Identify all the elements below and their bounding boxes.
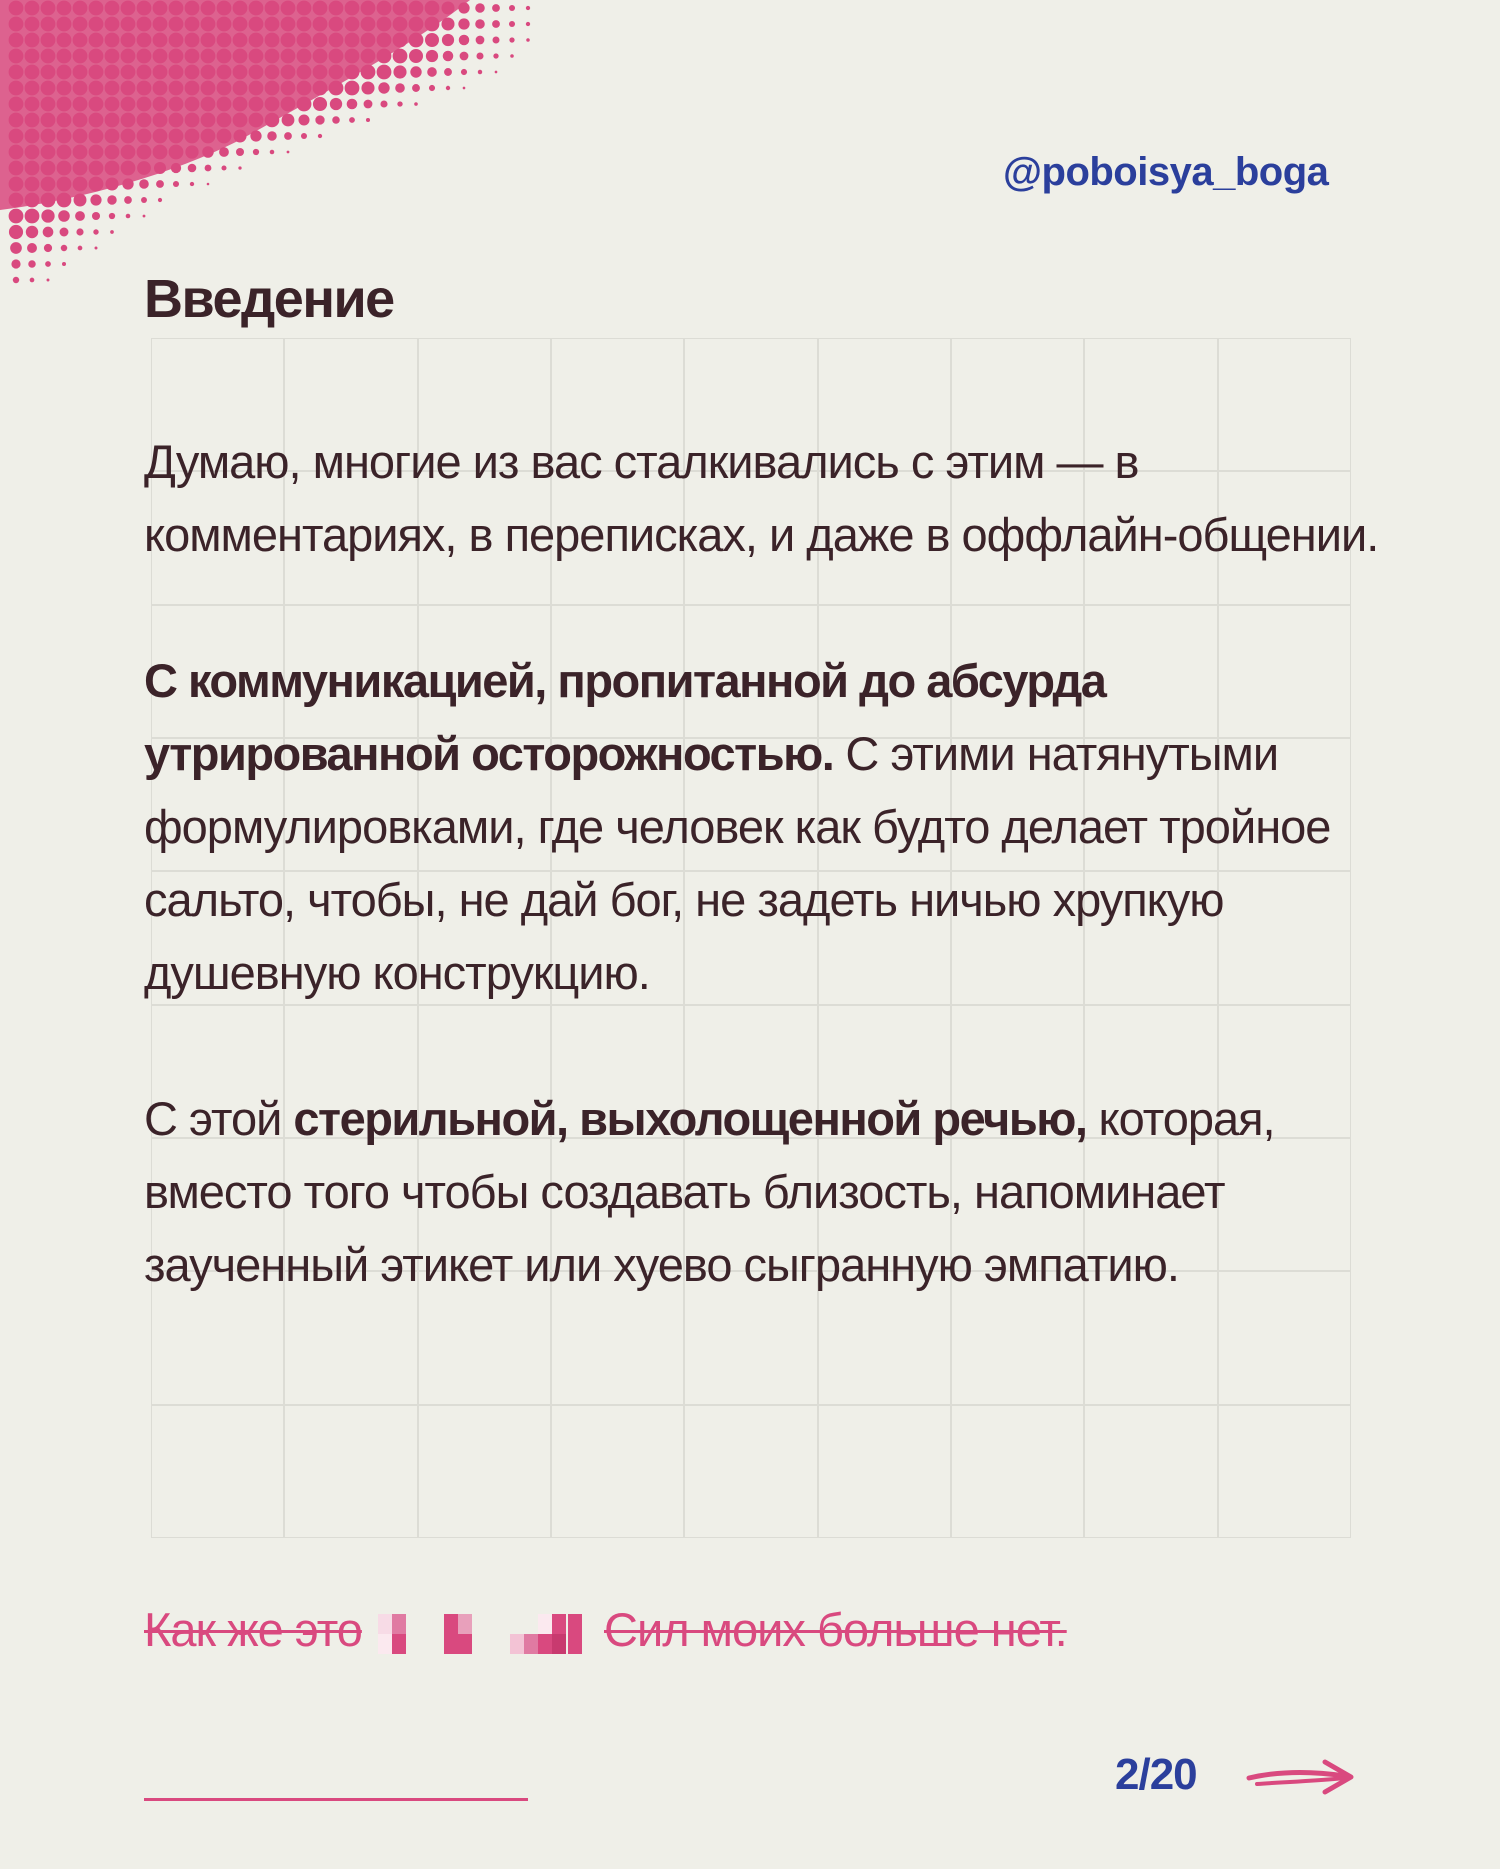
halftone-pattern-decoration bbox=[0, 0, 560, 290]
censored-pixel-block bbox=[378, 1612, 588, 1656]
paragraph-2 bbox=[144, 644, 1404, 1009]
page-counter: 2/20 bbox=[1115, 1750, 1197, 1799]
paragraph-3-bold: стерильной, выхолощенной речью, bbox=[293, 1092, 1087, 1145]
paragraph-3-text: которая, вместо того чтобы создавать близость, напоминает заученный этикет или хуево сыгранную эмпатию. bbox=[144, 1092, 1275, 1291]
section-title: Введение bbox=[144, 269, 394, 329]
body-text bbox=[144, 425, 1404, 1374]
bottom-divider bbox=[144, 1798, 528, 1801]
paragraph-1 bbox=[144, 425, 1404, 571]
strikethrough-part-2: Сил моих больше нет. bbox=[604, 1603, 1067, 1656]
strikethrough-part-1: Как же это bbox=[144, 1603, 362, 1656]
paragraph-3 bbox=[144, 1082, 1404, 1301]
paragraph-2-bold: С коммуникацией, пропитанной до абсурда утрированной осторожностью. bbox=[144, 654, 1106, 780]
strikethrough-line bbox=[144, 1593, 1067, 1666]
paragraph-1-text: Думаю, многие из вас сталкивались с этим — в комментариях, в переписках, и даже в оффлайн-общении. bbox=[144, 435, 1379, 561]
account-handle[interactable]: @poboisya_boga bbox=[1003, 150, 1329, 194]
arrow-right-icon[interactable] bbox=[1245, 1752, 1360, 1802]
paragraph-2-text: С этими натянутыми формулировками, где человек как будто делает тройное сальто, чтобы, не дай бог, не задеть ничью хрупкую душевную конструкцию. bbox=[144, 727, 1331, 999]
paragraph-3-lead: С этой bbox=[144, 1092, 294, 1145]
